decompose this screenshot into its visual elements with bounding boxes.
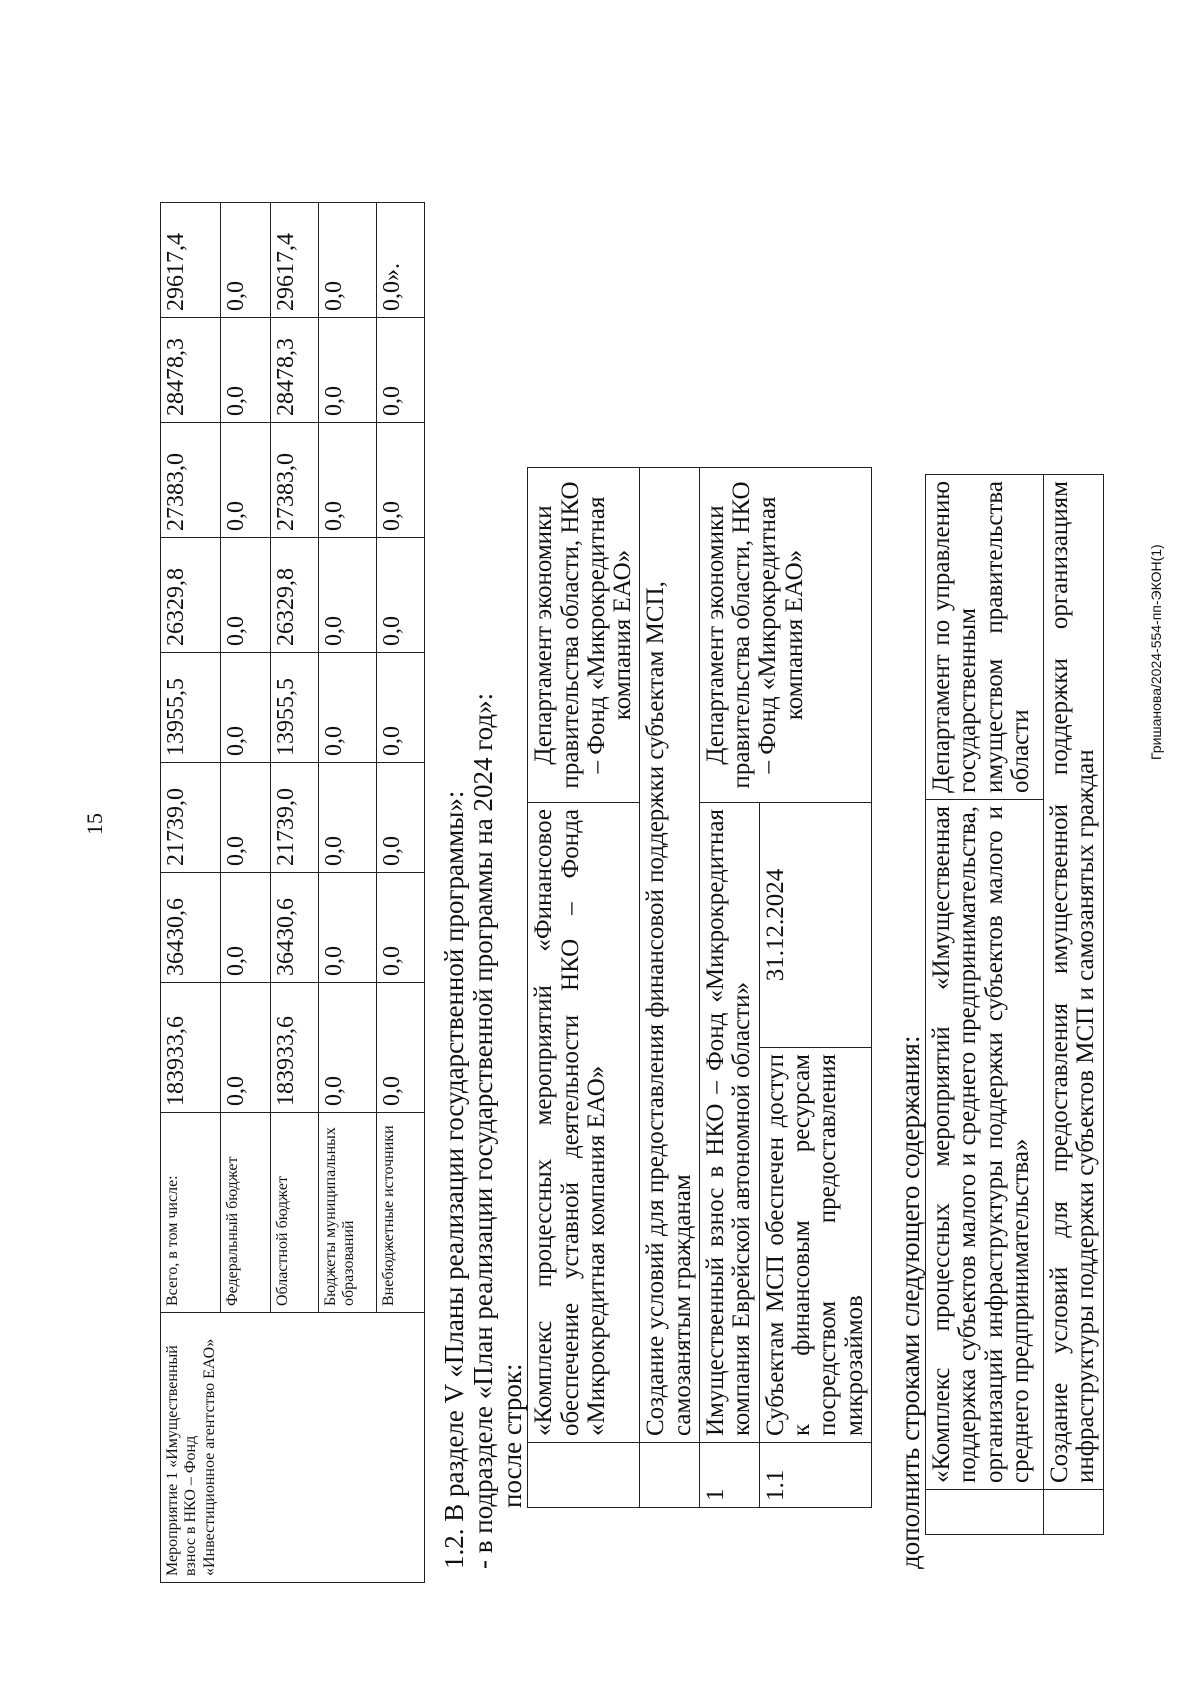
value-cell: 28478,3 — [271, 318, 319, 423]
number-cell — [1044, 1490, 1104, 1535]
table-row — [640, 467, 700, 1507]
responsible-cell: Департамент по управлению государственным имуществом правительства области — [926, 475, 1044, 800]
complex-title-cell: «Комплекс процессных мероприятий «Имущественная поддержка субъектов малого и среднего предпринимательства, организаций инфраструктуры поддержки субъектов малого и среднего предпринимательства» — [926, 800, 1044, 1490]
value-cell: 0,0 — [377, 983, 425, 1113]
value-cell: 0,0 — [377, 653, 425, 763]
value-cell: 21739,0 — [161, 763, 221, 873]
document-code: Гришанова/2024-554-пп-ЭКОН(1) — [1148, 544, 1164, 760]
row-label: Областной бюджет — [271, 1113, 319, 1313]
section-subheading: - в подразделе «План реализации государственной программы на 2024 год»: — [468, 692, 499, 1569]
budget-table — [160, 202, 425, 1583]
value-cell: 0,0 — [319, 653, 377, 763]
budget-table-block — [160, 103, 425, 1583]
value-cell: 28478,3 — [161, 318, 221, 423]
value-cell: 0,0». — [377, 203, 425, 318]
value-cell: 0,0 — [221, 653, 271, 763]
plan-table-1 — [527, 467, 872, 1508]
complex-title-cell: «Комплекс процессных мероприятий «Финансовое обеспечение уставной деятельности НКО – Фонда «Микрокредитная компания ЕАО» — [528, 802, 640, 1442]
number-cell — [528, 1443, 640, 1508]
value-cell: 0,0 — [319, 873, 377, 983]
date-cell: 31.12.2024 — [759, 802, 871, 1047]
value-cell: 13955,5 — [271, 653, 319, 763]
section-block — [440, 103, 1104, 1583]
value-cell: 0,0 — [319, 318, 377, 423]
value-cell: 183933,6 — [271, 983, 319, 1113]
value-cell: 0,0 — [319, 763, 377, 873]
value-cell: 0,0 — [221, 983, 271, 1113]
value-cell: 0,0 — [221, 423, 271, 538]
value-cell: 0,0 — [221, 873, 271, 983]
value-cell: 36430,6 — [271, 873, 319, 983]
after-rows-label: после строк: — [497, 1363, 528, 1508]
value-cell: 0,0 — [377, 763, 425, 873]
responsible-cell: Департамент экономики правительства области, НКО – Фонд «Микрокредитная компания ЕАО» — [699, 467, 871, 802]
responsible-cell: Департамент экономики правительства области, НКО – Фонд «Микрокредитная компания ЕАО» — [528, 467, 640, 802]
table-row — [161, 203, 221, 1583]
value-cell: 21739,0 — [271, 763, 319, 873]
table-row — [699, 467, 759, 1507]
value-cell: 27383,0 — [161, 423, 221, 538]
task-cell: Создание условий для предоставления имущественной поддержки организациям инфраструктуры поддержки субъектов МСП и самозанятых граждан — [1044, 475, 1104, 1490]
append-rows-label: дополнить строками следующего содержания: — [894, 1035, 925, 1569]
event-title-cell: Мероприятие 1 «Имущественный взнос в НКО – Фонд «Инвестиционное агентство ЕАО» — [161, 1313, 425, 1583]
task-cell: Создание условий для предоставления финансовой поддержки субъектам МСП, самозанятым гражданам — [640, 467, 700, 1442]
value-cell: 0,0 — [377, 873, 425, 983]
row-label: Внебюджетные источники — [377, 1113, 425, 1313]
number-cell — [926, 1490, 1044, 1535]
value-cell: 27383,0 — [271, 423, 319, 538]
row-label: Федеральный бюджет — [221, 1113, 271, 1313]
table-row — [528, 467, 640, 1507]
value-cell: 0,0 — [221, 538, 271, 653]
value-cell: 0,0 — [377, 318, 425, 423]
value-cell: 13955,5 — [161, 653, 221, 763]
value-cell: 29617,4 — [161, 203, 221, 318]
value-cell: 26329,8 — [161, 538, 221, 653]
value-cell: 0,0 — [319, 423, 377, 538]
value-cell: 0,0 — [377, 423, 425, 538]
value-cell: 183933,6 — [161, 983, 221, 1113]
table-row — [926, 475, 1044, 1535]
number-cell — [640, 1443, 700, 1508]
plan-table-2 — [925, 474, 1104, 1535]
value-cell: 0,0 — [221, 203, 271, 318]
value-cell: 0,0 — [221, 318, 271, 423]
event-cell: Имущественный взнос в НКО – Фонд «Микрокредитная компания Еврейской автономной области» — [699, 802, 759, 1442]
row-label: Бюджеты муниципальных образований — [319, 1113, 377, 1313]
section-heading: 1.2. В разделе V «Планы реализации государственной программы»: — [439, 790, 469, 1569]
table-row — [1044, 475, 1104, 1535]
value-cell: 0,0 — [319, 983, 377, 1113]
number-cell: 1 — [699, 1443, 759, 1508]
event-cell: Субъектам МСП обеспечен доступ к финансовым ресурсам посредством предоставления микрозаймов — [759, 1048, 871, 1443]
value-cell: 0,0 — [221, 763, 271, 873]
value-cell: 0,0 — [319, 538, 377, 653]
value-cell: 0,0 — [319, 203, 377, 318]
value-cell: 0,0 — [377, 538, 425, 653]
row-label: Всего, в том числе: — [161, 1113, 221, 1313]
number-cell: 1.1 — [759, 1443, 871, 1508]
page-number: 15 — [82, 813, 107, 835]
value-cell: 36430,6 — [161, 873, 221, 983]
value-cell: 29617,4 — [271, 203, 319, 318]
value-cell: 26329,8 — [271, 538, 319, 653]
